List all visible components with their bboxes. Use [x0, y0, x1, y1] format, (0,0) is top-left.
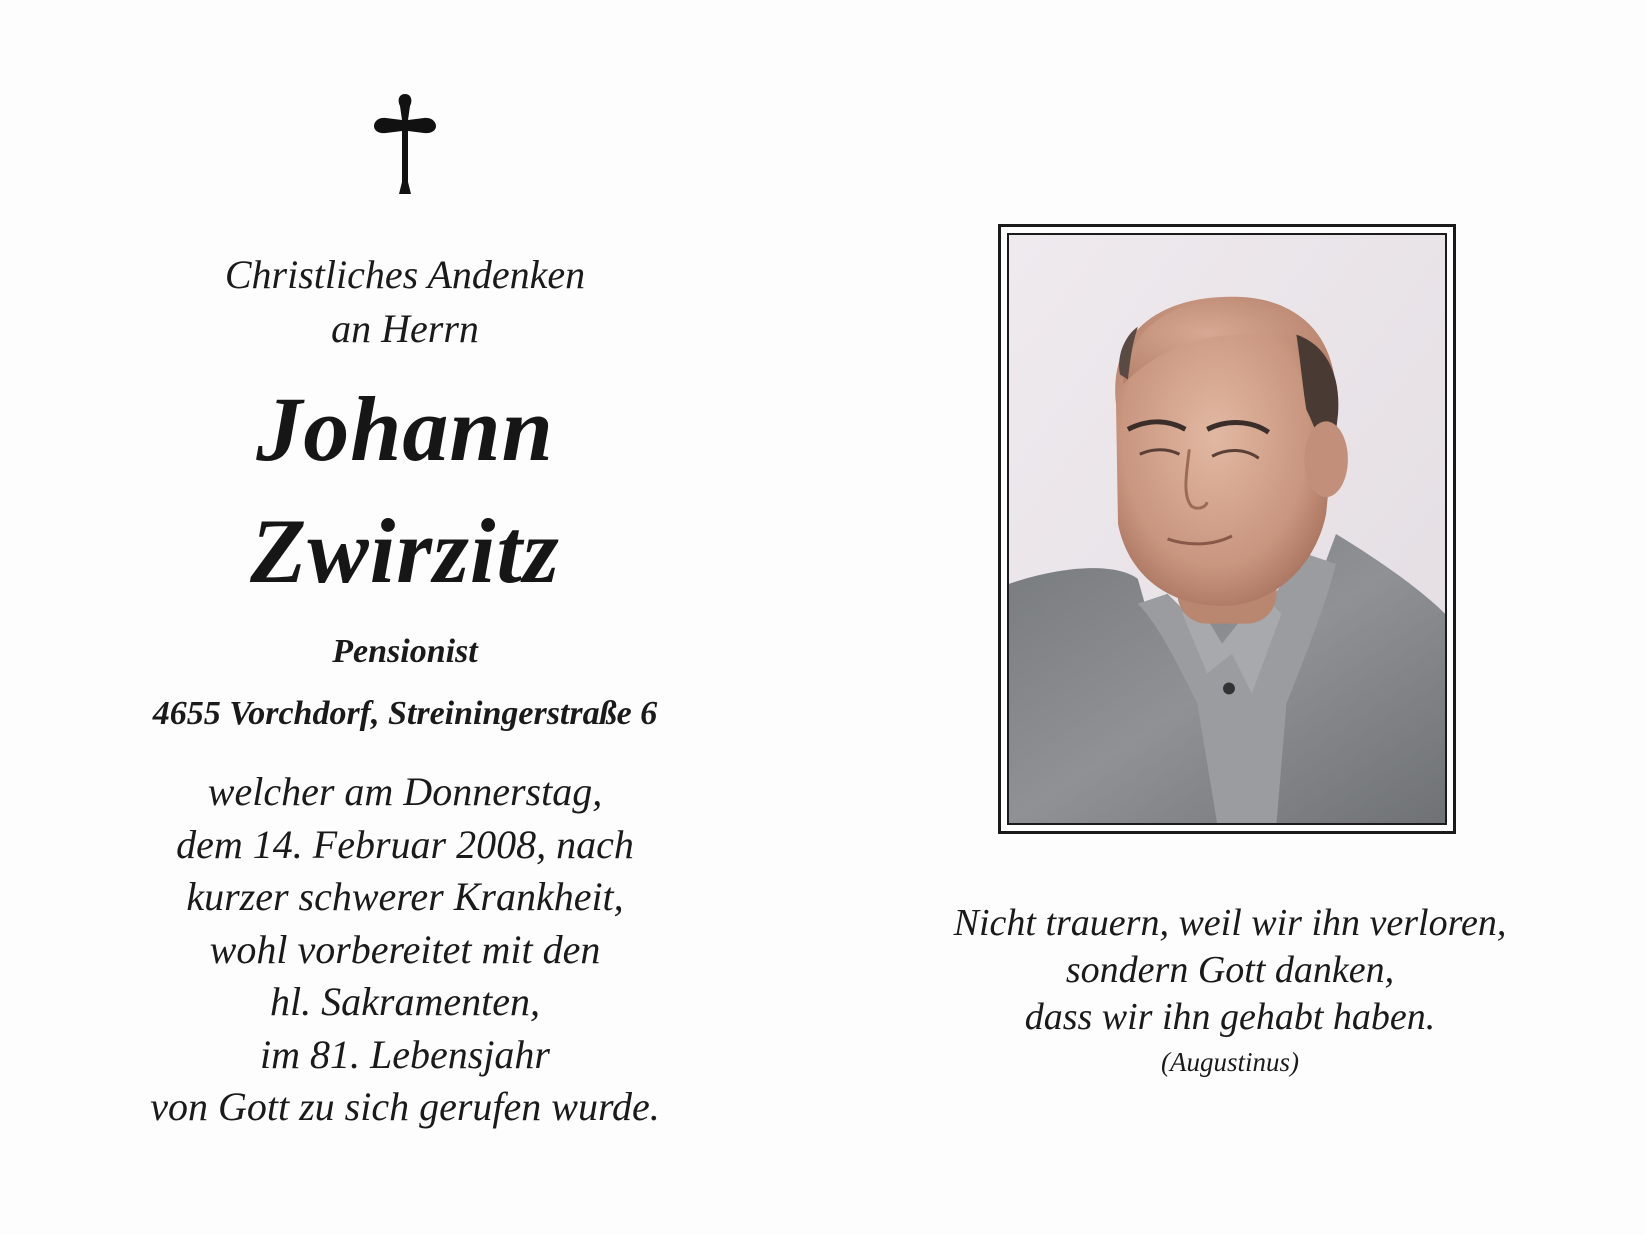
- memorial-text-panel: [60, 90, 750, 1134]
- death-notice: [60, 766, 750, 1134]
- quote-line: sondern Gott danken,: [1065, 949, 1395, 991]
- portrait-photo: [1007, 233, 1447, 825]
- death-line: kurzer schwerer Krankheit,: [186, 874, 624, 919]
- quote-line: dass wir ihn gehabt haben.: [1024, 996, 1436, 1038]
- memorial-quote: [880, 900, 1580, 1041]
- first-name: Johann: [256, 378, 554, 480]
- quote-line: Nicht trauern, weil wir ihn verloren,: [953, 902, 1507, 944]
- last-name: Zwirzitz: [250, 500, 560, 602]
- intro-line: Christliches Andenken: [224, 252, 586, 297]
- intro-text: [60, 248, 750, 356]
- death-line: welcher am Donnerstag,: [207, 769, 603, 814]
- death-line: von Gott zu sich gerufen wurde.: [150, 1084, 660, 1129]
- address: 4655 Vorchdorf, Streiningerstraße 6: [152, 695, 658, 732]
- death-line: hl. Sakramenten,: [270, 979, 540, 1024]
- deceased-name: [60, 368, 750, 612]
- quote-source: (Augustinus): [1161, 1047, 1299, 1077]
- portrait-illustration: [1009, 235, 1445, 823]
- death-line: im 81. Lebensjahr: [260, 1031, 550, 1077]
- cross-icon: [370, 90, 440, 200]
- intro-line: an Herrn: [331, 306, 479, 351]
- photo-frame: [998, 224, 1456, 834]
- death-line: dem 14. Februar 2008, nach: [176, 821, 634, 867]
- occupation: Pensionist: [332, 633, 478, 670]
- death-line: wohl vorbereitet mit den: [209, 926, 601, 972]
